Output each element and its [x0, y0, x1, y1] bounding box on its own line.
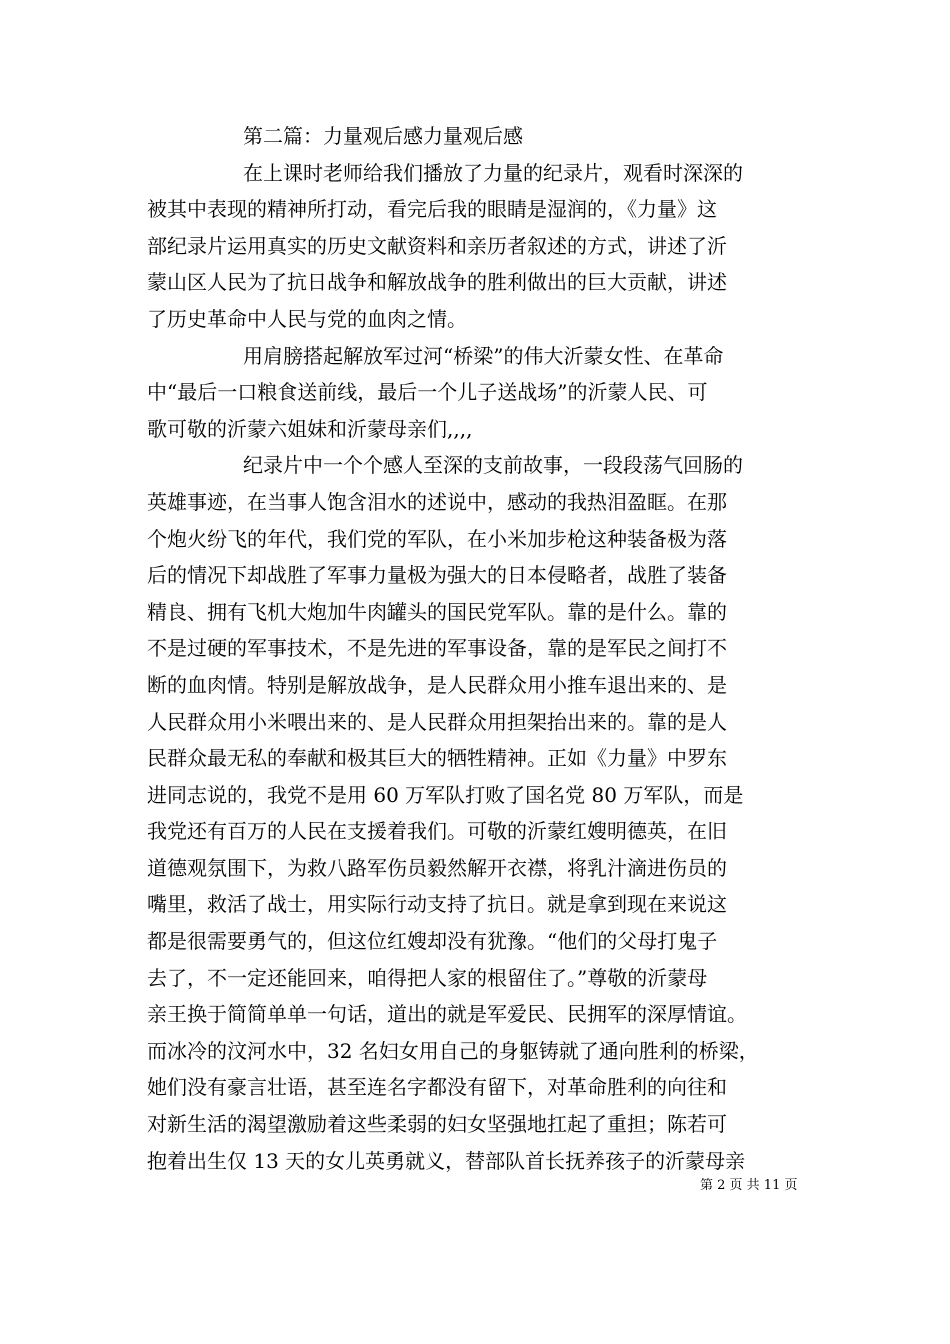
paragraph-line: 而冰冷的汶河水中，32 名妇女用自己的身躯铸就了通向胜利的桥梁， — [147, 1038, 759, 1063]
paragraph-line: 她们没有豪言壮语，甚至连名字都没有留下，对革命胜利的向往和 — [147, 1075, 727, 1100]
page-number-footer: 第 2 页 共 11 页 — [700, 1178, 798, 1193]
paragraph-line: 道德观氛围下，为救八路军伤员毅然解开衣襟，将乳汁滴进伤员的 — [147, 855, 727, 880]
paragraph-line: 去了，不一定还能回来，咱得把人家的根留住了。”尊敬的沂蒙母 — [147, 965, 708, 990]
paragraph-line: 我党还有百万的人民在支援着我们。可敬的沂蒙红嫂明德英，在旧 — [147, 819, 727, 844]
paragraph-line: 对新生活的渴望激励着这些柔弱的妇女坚强地扛起了重担；陈若可 — [147, 1112, 727, 1137]
paragraph-line: 后的情况下却战胜了军事力量极为强大的日本侵略者，战胜了装备 — [147, 563, 727, 588]
paragraph-line: 纪录片中一个个感人至深的支前故事，一段段荡气回肠的 — [243, 453, 743, 478]
paragraph-line: 进同志说的，我党不是用 60 万军队打败了国名党 80 万军队，而是 — [147, 782, 744, 807]
paragraph-line: 了历史革命中人民与党的血肉之情。 — [147, 306, 467, 331]
paragraph-line: 英雄事迹，在当事人饱含泪水的述说中，感动的我热泪盈眶。在那 — [147, 489, 727, 514]
paragraph-line: 歌可敬的沂蒙六姐妹和沂蒙母亲们,,,, — [147, 416, 473, 441]
paragraph-line: 个炮火纷飞的年代，我们党的军队，在小米加步枪这种装备极为落 — [147, 526, 727, 551]
paragraph-line: 嘴里，救活了战士，用实际行动支持了抗日。就是拿到现在来说这 — [147, 892, 727, 917]
paragraph-line: 亲王换于简简单单一句话，道出的就是军爱民、民拥军的深厚情谊。 — [147, 1002, 747, 1027]
paragraph-line: 蒙山区人民为了抗日战争和解放战争的胜利做出的巨大贡献，讲述 — [147, 270, 727, 295]
paragraph-line: 精良、拥有飞机大炮加牛肉罐头的国民党军队。靠的是什么。靠的 — [147, 599, 727, 624]
page-title: 第二篇：力量观后感力量观后感 — [243, 124, 523, 148]
paragraph-line: 被其中表现的精神所打动，看完后我的眼睛是湿润的，《力量》这 — [147, 197, 717, 222]
paragraph-line: 用肩膀搭起解放军过河“桥梁”的伟大沂蒙女性、在革命 — [243, 343, 724, 368]
paragraph-line: 中“最后一口粮食送前线，最后一个儿子送战场”的沂蒙人民、可 — [147, 380, 708, 405]
paragraph-line: 在上课时老师给我们播放了力量的纪录片，观看时深深的 — [243, 160, 743, 185]
paragraph-line: 民群众最无私的奉献和极其巨大的牺牲精神。正如《力量》中罗东 — [147, 746, 727, 771]
document-body — [147, 118, 807, 1179]
paragraph-line: 抱着出生仅 13 天的女儿英勇就义，替部队首长抚养孩子的沂蒙母亲 — [147, 1148, 746, 1173]
paragraph-line: 人民群众用小米喂出来的、是人民群众用担架抬出来的。靠的是人 — [147, 709, 727, 734]
paragraph-line: 断的血肉情。特别是解放战争，是人民群众用小推车退出来的、是 — [147, 672, 727, 697]
paragraph-line: 不是过硬的军事技术，不是先进的军事设备，靠的是军民之间打不 — [147, 636, 727, 661]
paragraph-line: 部纪录片运用真实的历史文献资料和亲历者叙述的方式，讲述了沂 — [147, 233, 727, 258]
paragraph-line: 都是很需要勇气的，但这位红嫂却没有犹豫。“他们的父母打鬼子 — [147, 929, 718, 954]
